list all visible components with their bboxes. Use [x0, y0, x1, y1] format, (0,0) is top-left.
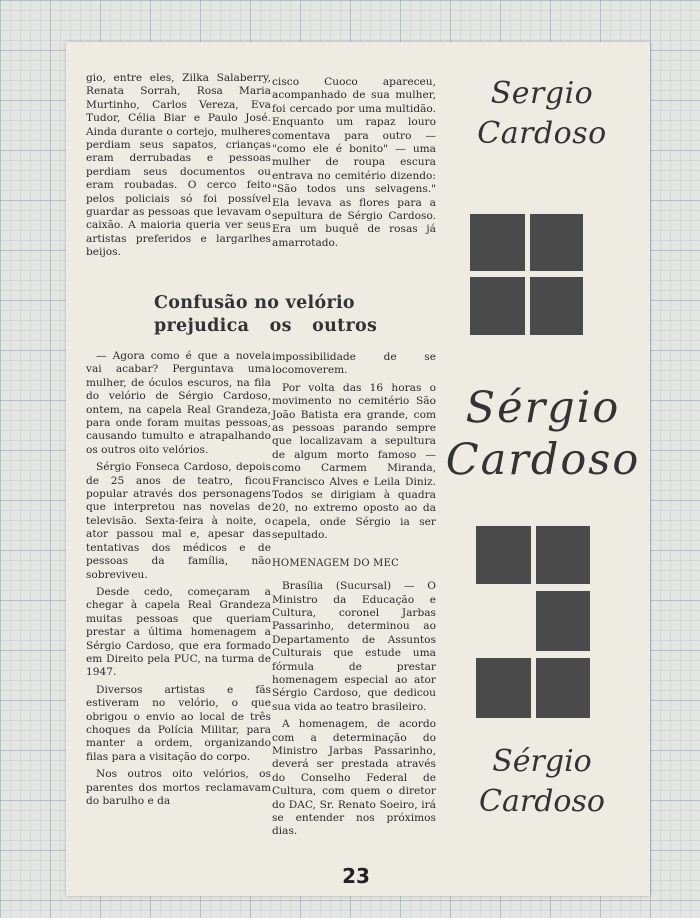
- paragraph: Nos outros oito velórios, os parentes dos mortos reclamavam do barulho e da: [86, 768, 271, 807]
- article-column-1-bottom: [86, 350, 271, 812]
- paragraph: cisco Cuoco apareceu, acompanhado de sua mulher, foi cercado por uma multidão. Enquanto um rapaz louro comentava para outro — "como ele é bonito" — uma mulher de roupa escura entrava no cemitério dizendo: "São todos uns selvagens." Ela levava as flores para a sepultura de Sérgio Cardoso. Era um buquê de rosas já amarrotado.: [272, 76, 436, 249]
- brand-title-bottom: [442, 742, 642, 822]
- paragraph: gio, entre eles, Zilka Salaberry, Renata Sorrah, Rosa Maria Murtinho, Carlos Vereza, Eva Tudor, Célia Biar e Paulo José. Ainda durante o cortejo, mulheres perdiam seus sapatos, crianças eram derrubadas e pessoas perdiam seus documentos ou eram roubadas. O cerco feito pelos policiais só foi possível guardar as pessoas que levavam o caixão. A maioria queria ver seus artistas preferidos e largarlhes beijos.: [86, 72, 271, 259]
- brand-title-top: [442, 74, 642, 154]
- brand-last-name: Cardoso: [477, 116, 607, 151]
- square-block: [536, 591, 590, 651]
- brand-first-name: Sérgio: [492, 744, 592, 779]
- square-block: [476, 658, 531, 718]
- square-block: [530, 214, 583, 271]
- brand-first-name: Sérgio: [465, 383, 621, 433]
- paragraph: Por volta das 16 horas o movimento no cemitério São João Batista era grande, com as pessoas parando sempre que localizavam a sepultura de algum morto famoso — como Carmem Miranda, Francisco Alves e Leila Diniz. Todos se dirigiam à quadra 20, no extremo oposto ao da capela, onde Sérgio ia ser sepultado.: [272, 381, 436, 542]
- headline-line-1: Confusão no velório: [154, 293, 355, 313]
- square-block: [470, 277, 525, 335]
- paragraph: Brasília (Sucursal) — O Ministro da Educação e Cultura, coronel Jarbas Passarinho, determinou ao Departamento de Assuntos Culturais que estude uma fórmula de prestar homenagem especial ao ator Sérgio Cardoso, que dedicou sua vida ao teatro brasileiro.: [272, 580, 436, 713]
- paragraph: Desde cedo, começaram a chegar à capela Real Grandeza muitas pessoas que queriam prestar a última homenagem a Sérgio Cardoso, que era formado em Direito pela PUC, na turma de 1947.: [86, 585, 271, 679]
- square-block: [536, 658, 590, 718]
- brand-last-name: Cardoso: [479, 784, 605, 819]
- paragraph: Sérgio Fonseca Cardoso, depois de 25 anos de teatro, ficou popular através dos personagens que interpretou nas novelas de televisão. Sexta-feira à noite, o ator passou mal e, apesar das tentativas dos médicos e de pessoas da família, não sobreviveu.: [86, 461, 271, 581]
- page-number: 23: [342, 864, 370, 888]
- brand-first-name: Sergio: [490, 76, 594, 111]
- paragraph: — Agora como é que a novela vai acabar? Perguntava uma mulher, de óculos escuros, na fila do velório de Sérgio Cardoso, ontem, na capela Real Grandeza, para onde foram muitas pessoas, causando tumulto e atrapalhando os outros oito velórios.: [86, 350, 271, 456]
- brand-last-name: Cardoso: [445, 435, 641, 485]
- paragraph: A homenagem, de acordo com a determinação do Ministro Jarbas Passarinho, deverá ser prestada através do Conselho Federal de Cultura, com quem o diretor do DAC, Sr. Renato Soeiro, irá se entender nos próximos dias.: [272, 718, 436, 838]
- square-block: [536, 526, 590, 584]
- book-page: [66, 42, 650, 896]
- square-block: [470, 214, 525, 271]
- section-subheading: HOMENAGEM DO MEC: [272, 557, 399, 569]
- article-headline: [146, 292, 386, 338]
- paragraph: Diversos artistas e fãs estiveram no velório, o que obrigou o envio ao local de três choques da Polícia Militar, para manter a ordem, organizando filas para a visitação do corpo.: [86, 683, 271, 763]
- article-column-1-top: [86, 72, 271, 264]
- article-column-2-bottom: [272, 351, 436, 843]
- paragraph: impossibilidade de se locomoverem.: [272, 351, 436, 377]
- article-column-2-top: [272, 76, 436, 254]
- headline-line-2: prejudica os outros: [154, 316, 378, 336]
- brand-title-middle: [436, 382, 650, 486]
- square-block: [530, 277, 583, 335]
- square-block: [476, 526, 531, 584]
